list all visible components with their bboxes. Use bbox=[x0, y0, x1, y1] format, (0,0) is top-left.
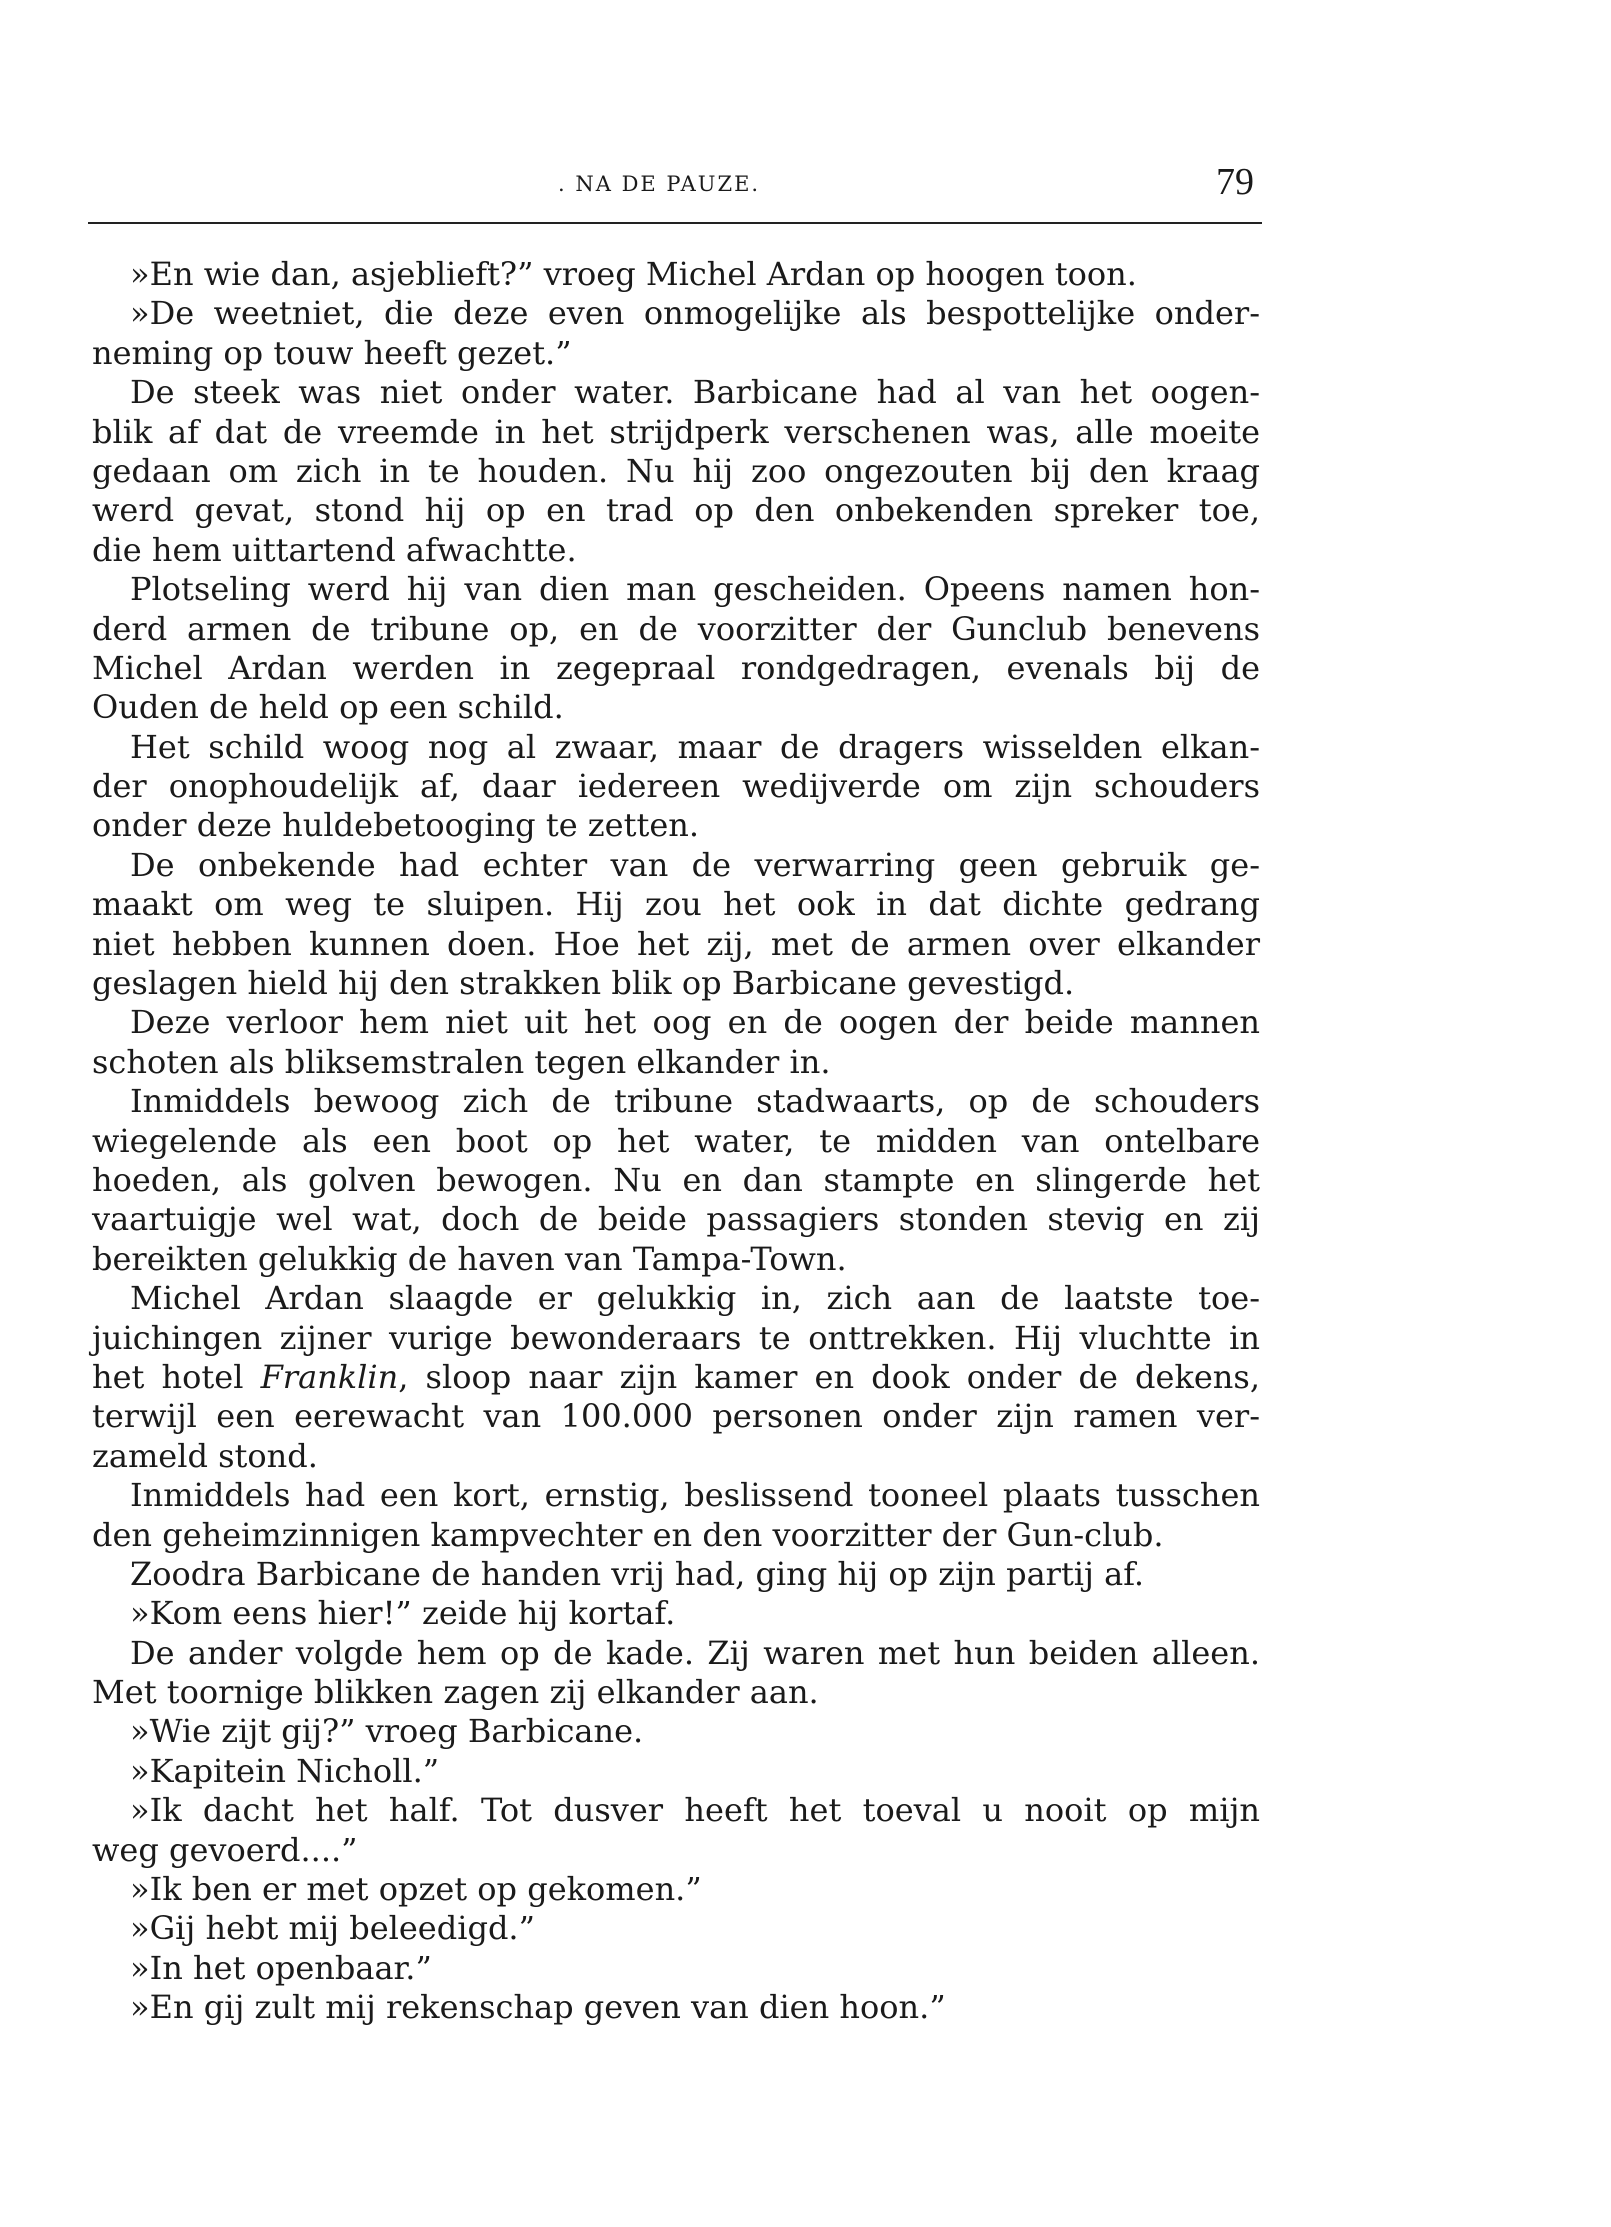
text-line: De ander volgde hem op de kade. Zij waren met hun beiden alleen. bbox=[130, 1633, 1260, 1672]
text-line: »Ik ben er met opzet op gekomen.” bbox=[130, 1870, 702, 1909]
text-line: den geheimzinnigen kampvechter en den voorzitter der Gun-club. bbox=[92, 1515, 1164, 1554]
text-line: »En wie dan, asjeblieft?” vroeg Michel Ardan op hoogen toon. bbox=[130, 255, 1137, 293]
text-line: De steek was niet onder water. Barbicane had al van het oogen- bbox=[130, 373, 1260, 412]
text-line: maakt om weg te sluipen. Hij zou het ook in dat dichte gedrang bbox=[92, 885, 1260, 924]
text-line: Deze verloor hem niet uit het oog en de oogen der beide mannen bbox=[130, 1003, 1260, 1042]
text-line: »In het openbaar.” bbox=[130, 1948, 432, 1987]
text-line: vaartuigje wel wat, doch de beide passagiers stonden stevig en zij bbox=[92, 1200, 1260, 1239]
text-line: juichingen zijner vurige bewonderaars te onttrekken. Hij vluchtte in bbox=[92, 1318, 1260, 1357]
text-line: werd gevat, stond hij op en trad op den onbekenden spreker toe, bbox=[92, 491, 1260, 530]
text-line: Met toornige blikken zagen zij elkander aan. bbox=[92, 1673, 819, 1712]
text-line: terwijl een eerewacht van 100.000 personen onder zijn ramen ver- bbox=[92, 1397, 1260, 1436]
text-line: »Wie zijt gij?” vroeg Barbicane. bbox=[130, 1712, 644, 1751]
text-line: neming op touw heeft gezet.” bbox=[92, 333, 572, 372]
text-line: hoeden, als golven bewogen. Nu en dan stampte en slingerde het bbox=[92, 1160, 1260, 1199]
text-line: gedaan om zich in te houden. Nu hij zoo ongezouten bij den kraag bbox=[92, 451, 1260, 490]
text-line: blik af dat de vreemde in het strijdperk verschenen was, alle moeite bbox=[92, 412, 1260, 451]
running-title: . NA DE PAUZE. bbox=[558, 172, 761, 196]
text-line: derd armen de tribune op, en de voorzitter der Gunclub benevens bbox=[92, 609, 1260, 648]
text-line: der onophoudelijk af, daar iedereen wedijverde om zijn schouders bbox=[92, 767, 1260, 806]
text-segment: , sloop naar zijn kamer en dook onder de dekens, bbox=[398, 1357, 1261, 1396]
text-line: »Kom eens hier!” zeide hij kortaf. bbox=[130, 1594, 676, 1633]
text-line: »Kapitein Nicholl.” bbox=[130, 1751, 440, 1790]
page-number: 79 bbox=[1216, 161, 1254, 203]
text-line: Ouden de held op een schild. bbox=[92, 688, 564, 727]
text-line: De onbekende had echter van de verwarring geen gebruik ge- bbox=[130, 845, 1260, 884]
text-line: »De weetniet, die deze even onmogelijke als bespottelijke onder- bbox=[130, 294, 1260, 333]
text-line: »Ik dacht het half. Tot dusver heeft het toeval u nooit op mijn bbox=[130, 1791, 1260, 1830]
text-line: onder deze huldebetooging te zetten. bbox=[92, 806, 700, 845]
text-line: geslagen hield hij den strakken blik op Barbicane gevestigd. bbox=[92, 964, 1075, 1003]
text-line: »En gij zult mij rekenschap geven van dien hoon.” bbox=[130, 1988, 946, 2027]
text-line: Inmiddels bewoog zich de tribune stadwaarts, op de schouders bbox=[130, 1082, 1260, 1121]
text-line bbox=[92, 1358, 1260, 1397]
text-line: die hem uittartend afwachtte. bbox=[92, 530, 577, 569]
text-line: niet hebben kunnen doen. Hoe het zij, met de armen over elkander bbox=[92, 924, 1260, 963]
text-line: »Gij hebt mij beleedigd.” bbox=[130, 1909, 535, 1948]
body-text bbox=[92, 255, 1260, 2028]
running-head bbox=[88, 160, 1262, 220]
text-line: Michel Ardan slaagde er gelukkig in, zich aan de laatste toe- bbox=[130, 1279, 1260, 1318]
text-line: bereikten gelukkig de haven van Tampa-Town. bbox=[92, 1239, 847, 1278]
header-rule bbox=[88, 222, 1262, 224]
text-line: zameld stond. bbox=[92, 1436, 318, 1475]
text-line: schoten als bliksemstralen tegen elkander in. bbox=[92, 1042, 831, 1081]
text-line: Inmiddels had een kort, ernstig, beslissend tooneel plaats tusschen bbox=[130, 1476, 1260, 1515]
italic-hotel-name: Franklin bbox=[260, 1357, 399, 1396]
text-line: Plotseling werd hij van dien man gescheiden. Opeens namen hon- bbox=[130, 570, 1260, 609]
text-line: Michel Ardan werden in zegepraal rondgedragen, evenals bij de bbox=[92, 648, 1260, 687]
text-segment: het hotel bbox=[92, 1357, 261, 1396]
text-line: Het schild woog nog al zwaar, maar de dragers wisselden elkan- bbox=[130, 727, 1260, 766]
text-line: weg gevoerd....” bbox=[92, 1830, 358, 1869]
text-line: Zoodra Barbicane de handen vrij had, ging hij op zijn partij af. bbox=[130, 1554, 1145, 1593]
text-line: wiegelende als een boot op het water, te midden van ontelbare bbox=[92, 1121, 1260, 1160]
